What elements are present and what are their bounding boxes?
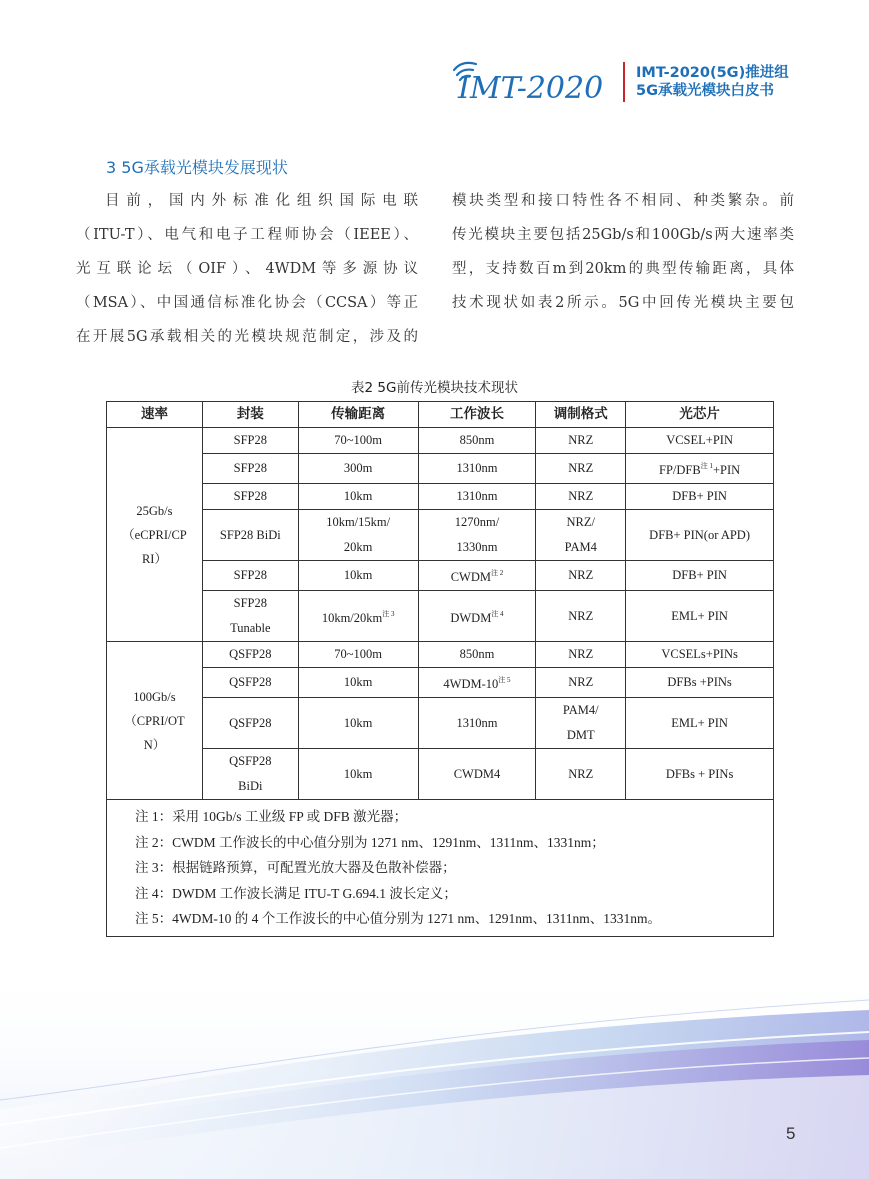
table-note: 注 3：根据链路预算，可配置光放大器及色散补偿器； xyxy=(135,860,456,875)
table-row xyxy=(107,668,774,698)
chip-cell xyxy=(626,698,774,749)
cell-text: VCSELs+PINs xyxy=(661,647,738,661)
package-cell xyxy=(202,510,298,561)
wavelength-cell xyxy=(418,749,536,800)
distance-cell xyxy=(298,484,418,510)
body-line: 传光模块主要包括25Gb/s和100Gb/s两大速率类 xyxy=(452,227,794,243)
body-line: 技术现状如表2所示。5G中回传光模块主要包 xyxy=(452,295,794,311)
table-note: 注 2：CWDM 工作波长的中心值分别为 1271 nm、1291nm、1311nm、1331nm； xyxy=(135,834,605,850)
cell-text: RI） xyxy=(141,551,167,566)
cell-text: QSFP28 xyxy=(229,715,272,730)
cell-text: 10km xyxy=(343,489,373,503)
body-line: 目前，国内外标准化组织国际电联 xyxy=(105,193,418,209)
table-note: 注 1：采用 10Gb/s 工业级 FP 或 DFB 激光器； xyxy=(135,809,408,824)
table-row xyxy=(107,561,774,591)
cell-text: 1330nm xyxy=(456,540,498,554)
modulation-cell xyxy=(536,484,626,510)
package-cell xyxy=(202,642,298,668)
cell-text: 20km xyxy=(343,540,373,554)
cell-text: DFBs + PINs xyxy=(665,766,734,781)
cell-text: NRZ xyxy=(568,568,594,582)
column-header: 封装 xyxy=(202,402,298,428)
cell-text: EML+ PIN xyxy=(671,715,728,730)
cell-text: NRZ xyxy=(568,433,594,447)
cell-text: 850nm xyxy=(459,647,495,661)
body-line: 光互联论坛（OIF）、4WDM等多源协议 xyxy=(76,261,418,277)
cell-text: DFB+ PIN xyxy=(672,489,727,503)
distance-cell xyxy=(298,642,418,668)
distance-cell xyxy=(298,454,418,484)
cell-text: CWDM4 xyxy=(453,766,501,781)
header-title xyxy=(636,64,789,100)
cell-text: 10km xyxy=(343,766,373,781)
cell-text: N） xyxy=(143,737,166,752)
cell-text: Tunable xyxy=(230,621,271,635)
wavelength-cell xyxy=(418,698,536,749)
cell-text: （CPRI/OT xyxy=(124,713,185,728)
footnote-ref: 注 5 xyxy=(498,676,511,684)
cell-text: SFP28 xyxy=(233,596,267,610)
section-title: 3 5G承载光模块发展现状 xyxy=(106,158,288,177)
package-cell xyxy=(202,428,298,454)
cell-text: SFP28 xyxy=(233,489,267,503)
chip-cell xyxy=(626,428,774,454)
fronthaul-module-table xyxy=(106,401,774,937)
modulation-cell xyxy=(536,642,626,668)
distance-cell xyxy=(298,591,418,642)
cell-text: QSFP28 xyxy=(229,675,272,689)
table-row xyxy=(107,591,774,642)
table-row xyxy=(107,642,774,668)
cell-text: DMT xyxy=(566,728,595,742)
cell-text: SFP28 xyxy=(233,568,267,582)
wavelength-cell xyxy=(418,561,536,591)
page-number: 5 xyxy=(786,1124,796,1143)
distance-cell xyxy=(298,668,418,698)
cell-text: 10km xyxy=(343,715,373,730)
body-line: 型，支持数百m到20km的典型传输距离，具体 xyxy=(452,261,794,277)
package-cell xyxy=(202,591,298,642)
package-cell xyxy=(202,749,298,800)
cell-text: +PIN xyxy=(712,463,741,477)
cell-text: 70~100m xyxy=(334,647,383,661)
cell-text: DWDM xyxy=(450,610,492,625)
column-header: 传输距离 xyxy=(298,402,418,428)
table-row xyxy=(107,698,774,749)
modulation-cell xyxy=(536,454,626,484)
table-caption: 表2 5G前传光模块技术现状 xyxy=(351,380,518,396)
cell-text: CWDM xyxy=(450,570,491,584)
cell-text: PAM4/ xyxy=(562,703,599,717)
cell-text: SFP28 xyxy=(233,433,267,447)
modulation-cell xyxy=(536,510,626,561)
cell-text: 10km/20km xyxy=(321,610,383,625)
cell-text: 10km xyxy=(343,568,373,582)
body-line: （MSA）、中国通信标准化协会（CCSA）等正 xyxy=(76,295,418,311)
cell-text: PAM4 xyxy=(564,540,597,554)
cell-text: 10km/15km/ xyxy=(326,515,391,529)
cell-text: QSFP28 xyxy=(229,754,272,768)
table-row xyxy=(107,484,774,510)
cell-text: VCSEL+PIN xyxy=(666,433,733,447)
imt2020-logo xyxy=(448,56,616,108)
chip-cell xyxy=(626,561,774,591)
table-row xyxy=(107,428,774,454)
cell-text: 1310nm xyxy=(456,489,498,503)
wavelength-cell xyxy=(418,428,536,454)
footnote-ref: 注 1 xyxy=(700,462,713,470)
chip-cell xyxy=(626,668,774,698)
cell-text: 300m xyxy=(343,461,373,475)
package-cell xyxy=(202,484,298,510)
distance-cell xyxy=(298,749,418,800)
distance-cell xyxy=(298,698,418,749)
body-line: （ITU-T）、电气和电子工程师协会（IEEE）、 xyxy=(76,227,418,243)
wavelength-cell xyxy=(418,454,536,484)
rate-cell xyxy=(107,428,203,642)
chip-cell xyxy=(626,749,774,800)
distance-cell xyxy=(298,561,418,591)
chip-cell xyxy=(626,454,774,484)
cell-text: SFP28 xyxy=(233,461,267,475)
logo-wordmark: IMT-2020 xyxy=(458,71,604,106)
distance-cell xyxy=(298,428,418,454)
chip-cell xyxy=(626,642,774,668)
column-header: 工作波长 xyxy=(418,402,536,428)
wavelength-cell xyxy=(418,591,536,642)
header-doc-title: 5G承载光模块白皮书 xyxy=(636,83,774,99)
footnote-ref: 注 2 xyxy=(490,569,504,577)
column-header: 调制格式 xyxy=(536,402,626,428)
cell-text: NRZ xyxy=(568,675,594,689)
cell-text: NRZ/ xyxy=(566,515,595,529)
table-row xyxy=(107,749,774,800)
chip-cell xyxy=(626,484,774,510)
cell-text: DFBs +PINs xyxy=(667,675,732,689)
decorative-wave-graphic xyxy=(0,960,869,1179)
header-org: IMT-2020(5G)推进组 xyxy=(636,65,789,81)
modulation-cell xyxy=(536,591,626,642)
body-line: 模块类型和接口特性各不相同、种类繁杂。前 xyxy=(452,193,794,209)
chip-cell xyxy=(626,510,774,561)
distance-cell xyxy=(298,510,418,561)
package-cell xyxy=(202,698,298,749)
body-line: 在开展5G承载相关的光模块规范制定，涉及的 xyxy=(76,329,418,345)
cell-text: DFB+ PIN xyxy=(672,568,727,582)
rate-cell xyxy=(107,642,203,800)
cell-text: 850nm xyxy=(459,433,495,447)
modulation-cell xyxy=(536,749,626,800)
package-cell xyxy=(202,668,298,698)
cell-text: NRZ xyxy=(568,489,594,503)
body-right-column xyxy=(452,184,794,320)
table-note: 注 4：DWDM 工作波长满足 ITU-T G.694.1 波长定义； xyxy=(135,885,457,901)
column-header: 光芯片 xyxy=(626,402,774,428)
table-header-row xyxy=(107,402,774,428)
column-header: 速率 xyxy=(107,402,203,428)
cell-text: 1270nm/ xyxy=(454,515,500,529)
cell-text: DFB+ PIN(or APD) xyxy=(649,527,750,542)
wavelength-cell xyxy=(418,510,536,561)
wavelength-cell xyxy=(418,642,536,668)
wavelength-cell xyxy=(418,484,536,510)
table-notes xyxy=(107,800,774,937)
cell-text: NRZ xyxy=(568,608,594,623)
cell-text: QSFP28 xyxy=(229,647,272,661)
chip-cell xyxy=(626,591,774,642)
notes-row xyxy=(107,800,774,937)
cell-text: BiDi xyxy=(238,779,263,793)
footnote-ref: 注 4 xyxy=(491,609,504,618)
cell-text: 70~100m xyxy=(334,433,383,447)
modulation-cell xyxy=(536,698,626,749)
modulation-cell xyxy=(536,561,626,591)
package-cell xyxy=(202,454,298,484)
table-note: 注 5：4WDM-10 的 4 个工作波长的中心值分别为 1271 nm、1291nm、1311nm、1331nm。 xyxy=(135,911,661,926)
cell-text: 25Gb/s xyxy=(136,503,173,518)
cell-text: 1310nm xyxy=(456,461,498,475)
footnote-ref: 注 3 xyxy=(382,609,395,618)
modulation-cell xyxy=(536,428,626,454)
wavelength-cell xyxy=(418,668,536,698)
cell-text: 10km xyxy=(343,675,373,689)
table-row xyxy=(107,454,774,484)
cell-text: （eCPRI/CP xyxy=(122,527,187,542)
cell-text: 1310nm xyxy=(456,715,498,730)
package-cell xyxy=(202,561,298,591)
cell-text: NRZ xyxy=(568,766,594,781)
cell-text: EML+ PIN xyxy=(671,608,728,623)
body-left-column xyxy=(76,184,418,354)
cell-text: NRZ xyxy=(568,647,594,661)
header-divider xyxy=(623,62,625,102)
cell-text: NRZ xyxy=(568,461,594,475)
cell-text: 4WDM-10 xyxy=(443,677,499,691)
table-row xyxy=(107,510,774,561)
cell-text: SFP28 BiDi xyxy=(219,527,281,542)
cell-text: 100Gb/s xyxy=(133,689,176,704)
cell-text: FP/DFB xyxy=(659,463,701,477)
modulation-cell xyxy=(536,668,626,698)
